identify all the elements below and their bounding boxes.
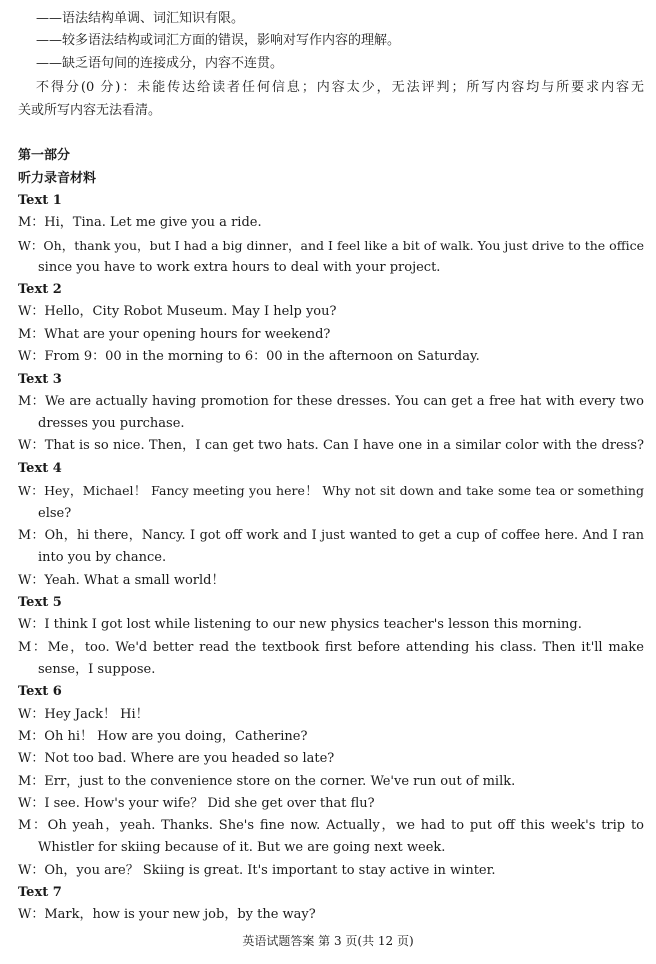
part-heading: 第一部分 xyxy=(18,148,71,163)
dialogue-line: M：Me，too. We'd better read the textbook first before attending his class. Then it'll make xyxy=(18,640,644,655)
dialogue-line: M：Hi，Tina. Let me give you a ride. xyxy=(18,215,262,230)
zero-score-criteria: 不得分(0 分)：未能传达给读者任何信息；内容太少，无法评判；所写内容均与所要求内容无 xyxy=(36,80,644,95)
section-title: 听力录音材料 xyxy=(18,171,97,186)
dialogue-line: W：Not too bad. Where are you headed so late? xyxy=(18,751,335,766)
dialogue-line: W：I think I got lost while listening to our new physics teacher's lesson this morning. xyxy=(18,617,582,632)
dialogue-line: M：Oh hi！ How are you doing，Catherine? xyxy=(18,729,308,744)
rubric-item: ——语法结构单调、词汇知识有限。 xyxy=(36,11,245,26)
dialogue-line: M：What are your opening hours for weekend? xyxy=(18,327,331,342)
dialogue-line: W：Oh，thank you，but I had a big dinner，and I feel like a bit of walk. You just drive to the office xyxy=(18,238,644,253)
rubric-item: ——缺乏语句间的连接成分，内容不连贯。 xyxy=(36,56,284,71)
page-footer: 英语试题答案 第 3 页(共 12 页) xyxy=(242,934,414,948)
text-label: Text 3 xyxy=(18,372,62,387)
dialogue-line: W：Oh，you are？ Skiing is great. It's important to stay active in winter. xyxy=(18,863,496,878)
dialogue-line: W：That is so nice. Then，I can get two hats. Can I have one in a similar color with the dress? xyxy=(18,438,644,453)
dialogue-line: W：Hey Jack！ Hi！ xyxy=(18,707,149,722)
text-label: Text 2 xyxy=(18,282,62,297)
dialogue-line: M：Err，just to the convenience store on the corner. We've run out of milk. xyxy=(18,774,516,789)
zero-score-criteria-cont: 关或所写内容无法看清。 xyxy=(18,103,162,118)
dialogue-line: M：Oh，hi there，Nancy. I got off work and I just wanted to get a cup of coffee here. And I ran xyxy=(18,528,644,543)
dialogue-line: W：Mark，how is your new job，by the way? xyxy=(18,907,316,922)
dialogue-line: M：Oh yeah，yeah. Thanks. She's fine now. Actually，we had to put off this week's trip to xyxy=(18,818,644,833)
dialogue-line-cont: else? xyxy=(38,506,72,521)
text-label: Text 5 xyxy=(18,595,62,610)
dialogue-line: W：From 9：00 in the morning to 6：00 in the afternoon on Saturday. xyxy=(18,349,480,364)
dialogue-line-cont: into you by chance. xyxy=(38,550,167,565)
dialogue-line: W：I see. How's your wife？ Did she get over that flu? xyxy=(18,796,375,811)
dialogue-line-cont: since you have to work extra hours to deal with your project. xyxy=(38,260,441,275)
dialogue-line: M：We are actually having promotion for these dresses. You can get a free hat with every two xyxy=(18,394,644,409)
dialogue-line: W：Yeah. What a small world！ xyxy=(18,573,225,588)
text-label: Text 6 xyxy=(18,684,62,699)
text-label: Text 1 xyxy=(18,193,62,208)
text-label: Text 7 xyxy=(18,885,62,900)
dialogue-line-cont: dresses you purchase. xyxy=(38,416,185,431)
dialogue-line-cont: Whistler for skiing because of it. But we are going next week. xyxy=(38,840,446,855)
rubric-item: ——较多语法结构或词汇方面的错误，影响对写作内容的理解。 xyxy=(36,33,401,48)
text-label: Text 4 xyxy=(18,461,62,476)
dialogue-line: W：Hey，Michael！ Fancy meeting you here！ Why not sit down and take some tea or something xyxy=(18,483,644,498)
dialogue-line: W：Hello，City Robot Museum. May I help you? xyxy=(18,304,337,319)
dialogue-line-cont: sense，I suppose. xyxy=(38,662,156,677)
